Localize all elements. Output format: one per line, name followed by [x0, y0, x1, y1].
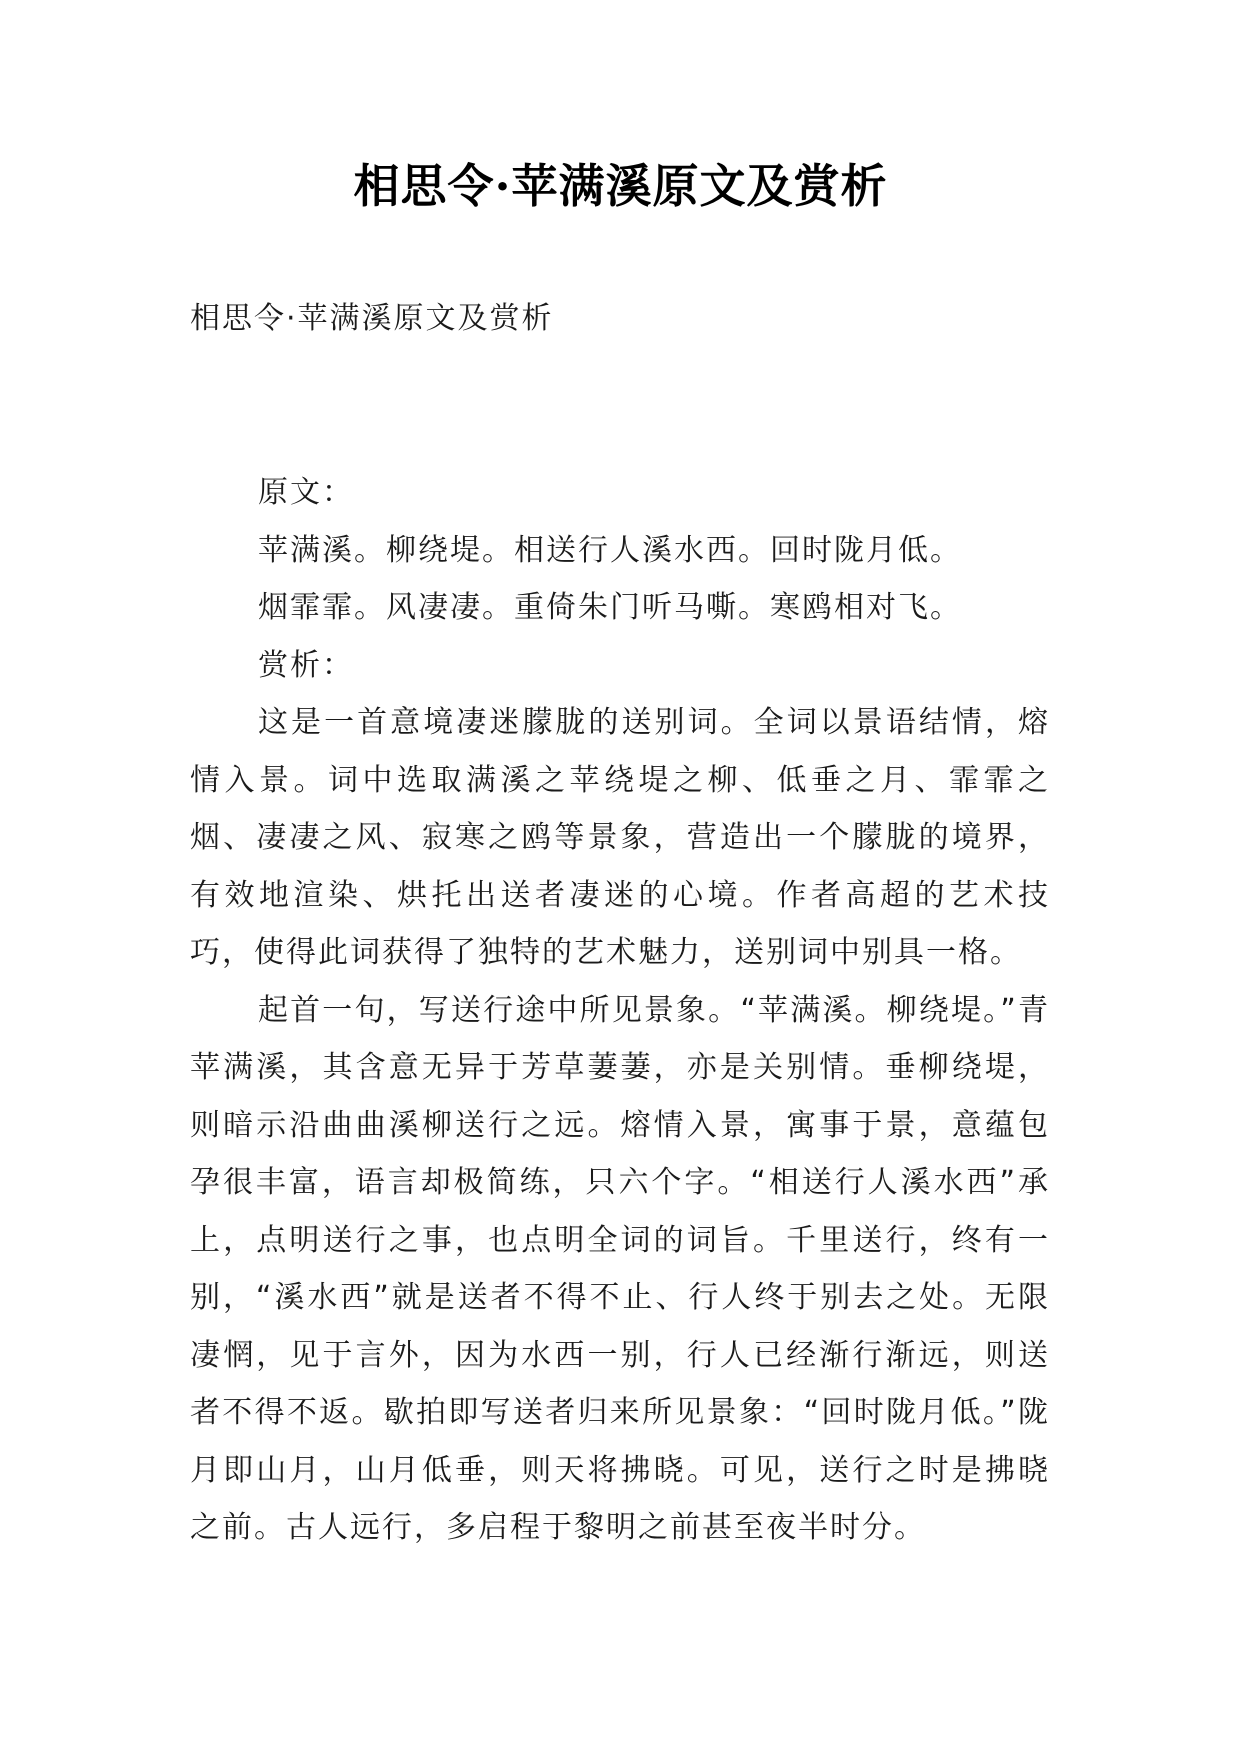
- document-body: [190, 464, 1050, 1557]
- section-label-original: 原文：: [258, 475, 354, 510]
- page-title: 相思令·苹满溪原文及赏析: [353, 159, 888, 213]
- poem-line-2: 烟霏霏。风凄凄。重倚朱门听马嘶。寒鸥相对飞。: [258, 590, 962, 625]
- appreciation-paragraph-1: 这是一首意境凄迷朦胧的送别词。全词以景语结情，熔情入景。词中选取满溪之苹绕堤之柳、低垂之月、霏霏之烟、凄凄之风、寂寒之鸥等景象，营造出一个朦胧的境界，有效地渲染、烘托出送者凄迷的心境。作者高超的艺术技巧，使得此词获得了独特的艺术魅力，送别词中别具一格。: [190, 705, 1050, 970]
- poem-line-1: 苹满溪。柳绕堤。相送行人溪水西。回时陇月低。: [258, 532, 962, 568]
- document-subtitle: 相思令·苹满溪原文及赏析: [190, 301, 554, 336]
- appreciation-paragraph-2: 起首一句，写送行途中所见景象。“苹满溪。柳绕堤。”青苹满溪，其含意无异于芳草萋萋，亦是关别情。垂柳绕堤，则暗示沿曲曲溪柳送行之远。熔情入景，寓事于景，意蕴包孕很丰富，语言却极简练，只六个字。“相送行人溪水西”承上，点明送行之事，也点明全词的词旨。千里送行，终有一别，“溪水西”就是送者不得不止、行人终于别去之处。无限凄惘，见于言外，因为水西一别，行人已经渐行渐远，则送者不得不返。歇拍即写送者归来所见景象：“回时陇月低。”陇月即山月，山月低垂，则天将拂晓。可见，送行之时是拂晓之前。古人远行，多启程于黎明之前甚至夜半时分。: [190, 992, 1050, 1545]
- section-label-appreciation: 赏析：: [258, 647, 354, 683]
